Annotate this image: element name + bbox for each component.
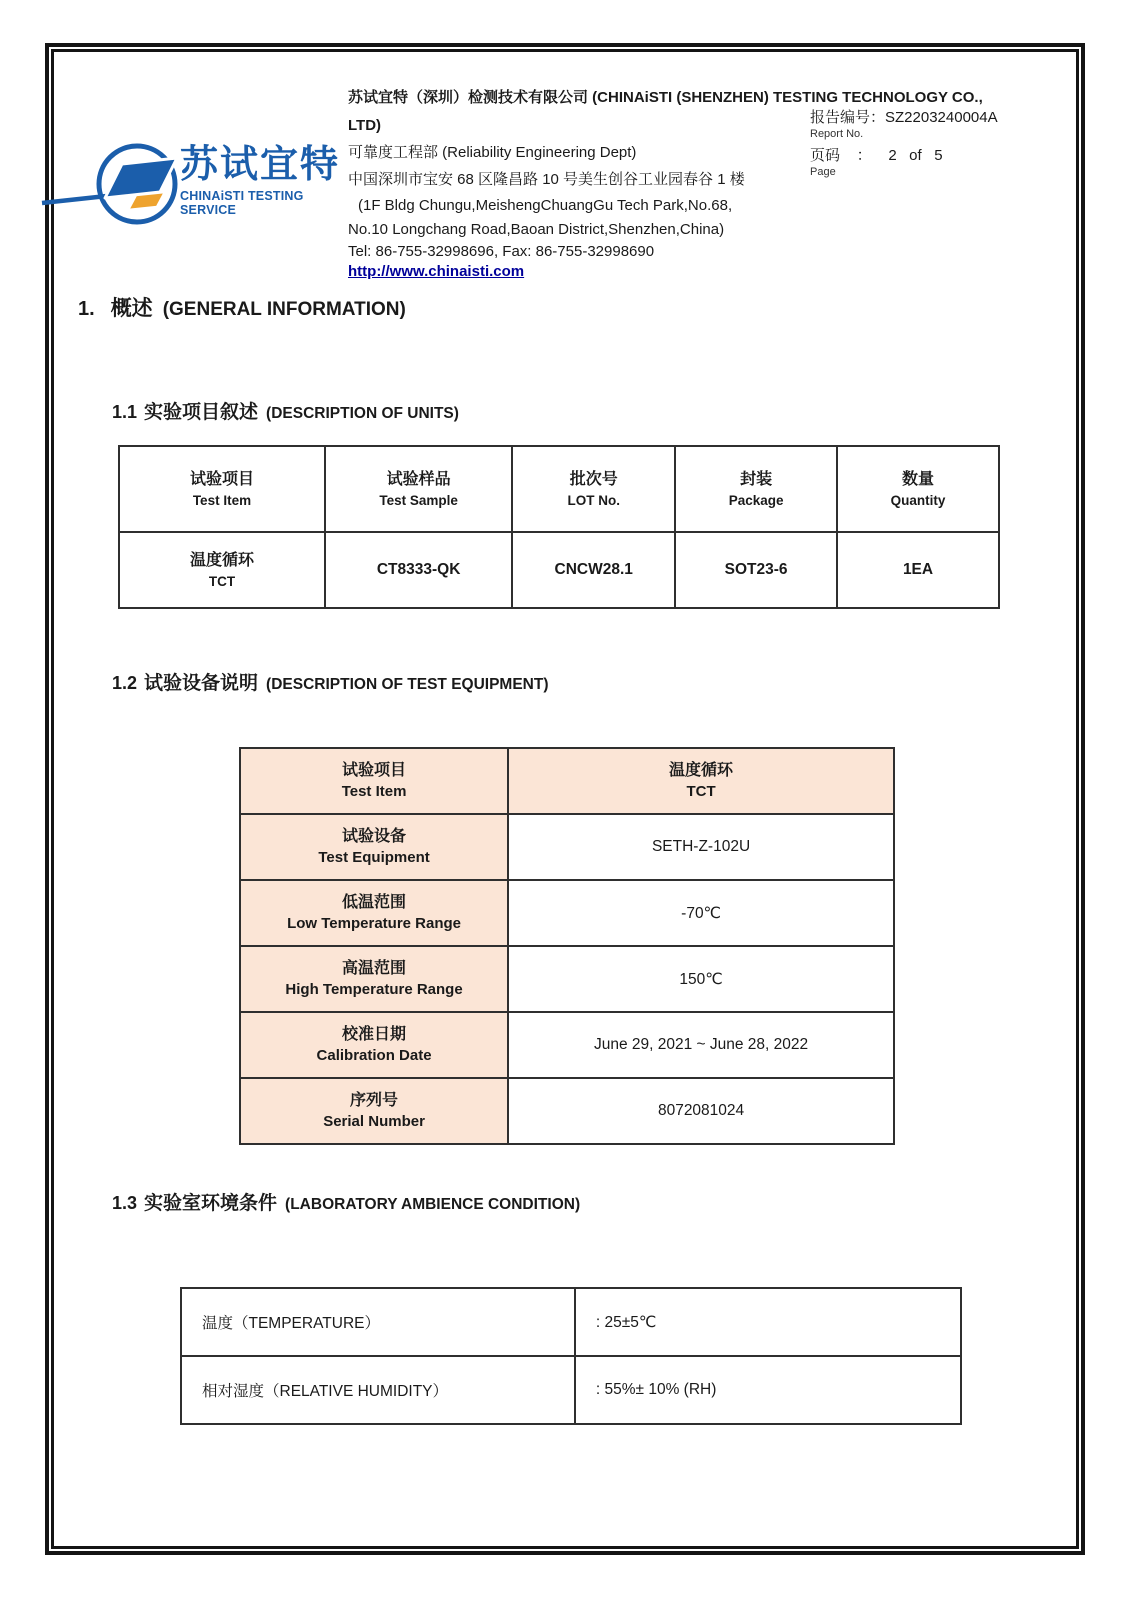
units-table-data-row <box>119 532 999 608</box>
equipment-value-low-temp: -70℃ <box>508 880 894 946</box>
units-table-header-row <box>119 446 999 532</box>
equipment-row-high-temp <box>240 946 894 1012</box>
equipment-value-test-equipment: SETH-Z-102U <box>508 814 894 880</box>
ambience-label-humidity: 相对湿度（RELATIVE HUMIDITY） <box>181 1356 575 1424</box>
section-1-title-en: (GENERAL INFORMATION) <box>162 299 406 320</box>
equipment-value-calibration-date: June 29, 2021 ~ June 28, 2022 <box>508 1012 894 1078</box>
units-cell-package: SOT23-6 <box>675 532 837 608</box>
equipment-label-test-item: 试验项目 Test Item <box>240 748 508 814</box>
equipment-label-calibration-date: 校准日期 Calibration Date <box>240 1012 508 1078</box>
website-link[interactable]: http://www.chinaisti.com <box>348 263 525 280</box>
department-line: 可靠度工程部 (Reliability Engineering Dept) <box>348 144 637 161</box>
equipment-table <box>239 747 895 1145</box>
ambience-value-humidity: : 55%± 10% (RH) <box>575 1356 961 1424</box>
section-1-2-title-cn: 试验设备说明 <box>144 673 259 694</box>
company-name-line2: LTD) <box>348 117 382 134</box>
units-header-package: 封装 Package <box>675 446 837 532</box>
logo-en-text: CHINAiSTI TESTING SERVICE <box>180 189 304 217</box>
report-no-label-en: Report No. <box>810 128 864 140</box>
address-cn-line: 中国深圳市宝安 68 区隆昌路 10 号美生创谷工业园春谷 1 楼 <box>348 171 745 188</box>
address-en-line1: (1F Bldg Chungu,MeishengChuangGu Tech Park,No.68, <box>358 197 733 214</box>
section-1-1-heading <box>112 397 459 424</box>
report-no-label: 报告编号： <box>810 109 886 126</box>
page-number-line: 页码 ： 2 of 5 <box>810 147 943 164</box>
company-name-line1: 苏试宜特（深圳）检测技术有限公司 (CHINAiSTI (SHENZHEN) TESTING TECHNOLOGY CO., <box>348 89 983 106</box>
units-cell-test-sample: CT8333-QK <box>325 532 512 608</box>
units-cell-quantity: 1EA <box>837 532 999 608</box>
page-label-en: Page <box>810 166 836 178</box>
equipment-row-serial-number <box>240 1078 894 1144</box>
equipment-label-serial-number: 序列号 Serial Number <box>240 1078 508 1144</box>
logo-mark-icon <box>40 135 195 230</box>
ambience-row-temperature <box>181 1288 961 1356</box>
units-header-quantity: 数量 Quantity <box>837 446 999 532</box>
report-meta-block <box>810 106 1080 178</box>
equipment-label-high-temp: 高温范围 High Temperature Range <box>240 946 508 1012</box>
equipment-value-test-item: 温度循环 TCT <box>508 748 894 814</box>
section-1-3-title-cn: 实验室环境条件 <box>144 1193 278 1214</box>
section-1-2-number: 1.2 <box>112 673 138 693</box>
equipment-value-serial-number: 8072081024 <box>508 1078 894 1144</box>
ambience-value-temperature: : 25±5℃ <box>575 1288 961 1356</box>
units-header-test-sample: 试验样品 Test Sample <box>325 446 512 532</box>
ambience-table <box>180 1287 962 1425</box>
section-1-2-title-en: (DESCRIPTION OF TEST EQUIPMENT) <box>266 676 549 693</box>
units-header-test-item: 试验项目 Test Item <box>119 446 325 532</box>
ambience-row-humidity <box>181 1356 961 1424</box>
units-table <box>118 445 1000 609</box>
equipment-label-test-equipment: 试验设备 Test Equipment <box>240 814 508 880</box>
tel-fax-line: Tel: 86-755-32998696, Fax: 86-755-32998690 <box>348 243 655 260</box>
equipment-row-test-item <box>240 748 894 814</box>
section-1-3-heading <box>112 1188 580 1215</box>
ambience-label-temperature: 温度（TEMPERATURE） <box>181 1288 575 1356</box>
company-logo <box>40 135 340 230</box>
units-cell-lot-no: CNCW28.1 <box>512 532 675 608</box>
section-1-1-number: 1.1 <box>112 402 138 422</box>
section-1-2-heading <box>112 668 549 695</box>
report-no-value: SZ2203240004A <box>885 109 998 126</box>
equipment-value-high-temp: 150℃ <box>508 946 894 1012</box>
section-1-title-cn: 概述 <box>110 297 153 320</box>
section-1-number: 1. <box>78 298 95 320</box>
section-1-3-title-en: (LABORATORY AMBIENCE CONDITION) <box>285 1196 581 1213</box>
units-cell-test-item: 温度循环 TCT <box>119 532 325 608</box>
equipment-label-low-temp: 低温范围 Low Temperature Range <box>240 880 508 946</box>
equipment-row-low-temp <box>240 880 894 946</box>
report-no-line <box>810 106 1080 127</box>
equipment-row-test-equipment <box>240 814 894 880</box>
units-header-lot-no: 批次号 LOT No. <box>512 446 675 532</box>
section-1-1-title-en: (DESCRIPTION OF UNITS) <box>266 405 459 422</box>
equipment-row-calibration-date <box>240 1012 894 1078</box>
logo-cn-text: 苏试宜特 <box>180 144 341 186</box>
section-1-1-title-cn: 实验项目叙述 <box>144 402 259 423</box>
section-1-3-number: 1.3 <box>112 1193 138 1213</box>
section-1-heading <box>78 292 406 322</box>
address-en-line2: No.10 Longchang Road,Baoan District,Shenzhen,China) <box>348 221 725 238</box>
